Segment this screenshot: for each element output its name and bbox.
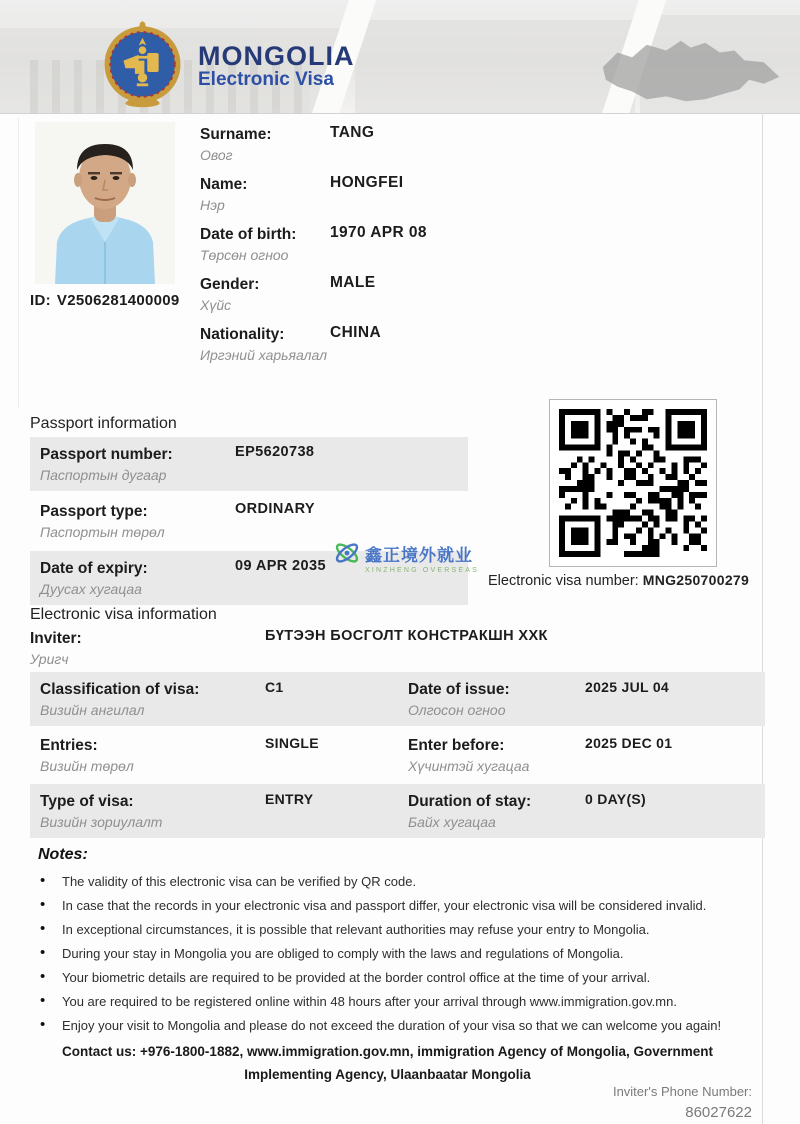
passport-rows [30, 437, 468, 608]
field-value: 2025 DEC 01 [585, 735, 673, 751]
field-label: Entries: [40, 737, 98, 754]
inviter-phone-value: 86027622 [685, 1104, 752, 1121]
field-label: Inviter: [30, 630, 82, 647]
field-label: Name: [200, 176, 248, 193]
field-value: C1 [265, 679, 284, 695]
contact-line: Contact us: +976-1800-1882, www.immigration.gov.mn, immigration Agency of Mongolia, Government Implementing Agency, Ulaanbaatar Mongolia [62, 1044, 713, 1082]
field-label: Duration of stay: [408, 793, 532, 810]
field-label: Nationality: [200, 326, 285, 343]
field-value: EP5620738 [235, 444, 315, 460]
note-item: • The validity of this electronic visa can be verified by QR code. [38, 874, 758, 890]
field-label-mn: Хүйс [200, 297, 232, 313]
row-passport-number [30, 437, 468, 491]
note-item: • Your biometric details are required to be provided at the border control office at the time of your arrival. [38, 970, 758, 986]
visa-section-title: Electronic visa information [30, 606, 217, 623]
header-title: MONGOLIA [198, 41, 355, 71]
field-label-mn: Уригч [30, 651, 69, 667]
inviter-phone-label: Inviter's Phone Number: [612, 1084, 752, 1099]
field-label: Passport number: [40, 446, 173, 463]
note-item: • In case that the records in your electronic visa and passport differ, your electronic visa will be considered invalid. [38, 898, 758, 914]
field-label-mn: Визийн төрөл [40, 758, 134, 774]
row-inviter [30, 628, 765, 669]
field-label-mn: Байх хугацаа [408, 814, 496, 830]
notes-title: Notes: [38, 846, 88, 863]
watermark-en-text: XINZHENG OVERSEAS [365, 567, 480, 574]
xinzheng-watermark [333, 540, 491, 574]
field-label-mn: Хүчинтэй хугацаа [408, 758, 530, 774]
field-right [408, 791, 538, 832]
field-label-mn: Паспортын дугаар [40, 467, 167, 483]
page-edge-left [18, 118, 19, 408]
field-date-of-birth [200, 224, 765, 265]
field-label-mn: Төрсөн огноо [200, 247, 289, 263]
field-value: CHINA [330, 324, 382, 341]
field-label-mn: Иргэний харьяалал [200, 347, 328, 363]
personal-fields [200, 124, 765, 374]
field-label-mn: Овог [200, 147, 233, 163]
field-label-mn: Визийн ангилал [40, 702, 145, 718]
field-value: 09 APR 2035 [235, 558, 326, 574]
row-entries-enterbefore [30, 728, 765, 782]
field-value: MALE [330, 274, 376, 291]
field-right [408, 679, 538, 720]
header-photo-statue [355, 20, 635, 113]
note-item: • Enjoy your visit to Mongolia and please do not exceed the duration of your visa so that we can welcome you again! [38, 1018, 758, 1034]
note-item: • During your stay in Mongolia you are obliged to comply with the laws and regulations of Mongolia. [38, 946, 758, 962]
field-label-mn: Паспортын төрөл [40, 524, 165, 540]
notes-list [38, 874, 758, 1034]
passport-section-title: Passport information [30, 415, 177, 432]
field-value: HONGFEI [330, 174, 404, 191]
id-value: V2506281400009 [56, 292, 180, 309]
field-value: TANG [330, 124, 375, 141]
mongolia-emblem [95, 15, 190, 110]
applicant-photo [35, 122, 175, 284]
header-titles [198, 42, 355, 90]
field-label: Date of expiry: [40, 560, 148, 577]
notes-section [38, 846, 758, 1042]
field-value: БҮТЭЭН БОСГОЛТ КОНСТРАКШН ХХК [265, 628, 548, 644]
evisa-number-label: Electronic visa number: [488, 573, 639, 589]
field-surname [200, 124, 765, 165]
note-item: • In exceptional circumstances, it is possible that relevant authorities may refuse your entry to Mongolia. [38, 922, 758, 938]
field-label-mn: Визийн зориулалт [40, 814, 163, 830]
row-classification-issue [30, 672, 765, 726]
header-subtitle: Electronic Visa [198, 69, 334, 91]
field-label: Type of visa: [40, 793, 134, 810]
field-name [200, 174, 765, 215]
field-value: 2025 JUL 04 [585, 679, 669, 695]
field-label: Surname: [200, 126, 272, 143]
field-label: Date of issue: [408, 681, 510, 698]
field-nationality [200, 324, 765, 365]
watermark-cn-text: 鑫正境外就业 [365, 545, 473, 565]
field-label: Gender: [200, 276, 260, 293]
field-label-mn: Дуусах хугацаа [40, 581, 142, 597]
field-value: 0 DAY(S) [585, 791, 647, 807]
field-label-mn: Нэр [200, 197, 225, 213]
mongolia-map-silhouette [598, 22, 793, 114]
id-label: ID: [30, 292, 51, 309]
header [0, 0, 800, 114]
visa-id [30, 292, 180, 309]
field-value: SINGLE [265, 735, 319, 751]
field-label-mn: Олгосон огноо [408, 702, 506, 718]
visa-rows [30, 672, 765, 840]
inviter-phone-block [613, 1082, 752, 1124]
field-value: 1970 APR 08 [330, 224, 427, 241]
field-value: ORDINARY [235, 501, 315, 517]
note-item: • You are required to be registered online within 48 hours after your arrival through www.immigration.gov.mn. [38, 994, 758, 1010]
qr-code [549, 399, 717, 567]
field-label: Date of birth: [200, 226, 297, 243]
field-label: Enter before: [408, 737, 505, 754]
xinzheng-logo-icon [333, 540, 361, 566]
field-value: ENTRY [265, 791, 314, 807]
field-label: Classification of visa: [40, 681, 200, 698]
row-type-duration [30, 784, 765, 838]
field-label: Passport type: [40, 503, 148, 520]
evisa-number-value: MNG250700279 [642, 572, 750, 588]
field-right [408, 735, 538, 776]
field-gender [200, 274, 765, 315]
evisa-number-line [488, 572, 749, 589]
